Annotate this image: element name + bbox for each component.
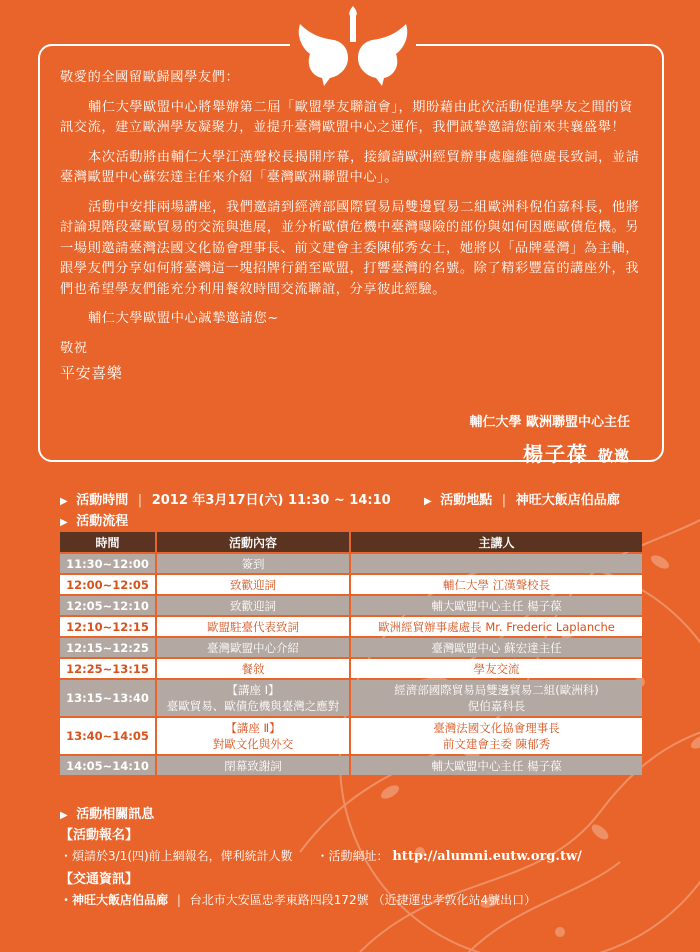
row-speaker [349, 554, 642, 573]
row-speaker-org: 臺灣法國文化協會理事長 [433, 721, 560, 735]
table-row [60, 638, 642, 657]
signature-block [469, 411, 630, 467]
signature-suffix: 敬邀 [597, 447, 630, 465]
table-row [60, 680, 642, 716]
header-topic: 活動內容 [155, 532, 349, 552]
row-time: 14:05~14:10 [60, 756, 155, 775]
row-speaker: 輔仁大學 江漢聲校長 [349, 575, 642, 594]
row-topic: 致歡迎詞 [155, 596, 349, 615]
signup-url-label: ・活動網址： [316, 849, 389, 863]
signup-section [60, 824, 582, 864]
row-topic [155, 718, 349, 754]
transport-place: ・神旺大飯店伯品廊 [60, 893, 169, 907]
greeting: 敬愛的全國留歐歸國學友們： [60, 70, 240, 85]
table-row [60, 756, 642, 775]
paragraph-2: 本次活動將由輔仁大學江漢聲校長揭開序幕，接續請歐洲經貿辦事處龐維德處長致詞，並請臺灣歐盟中心蘇宏達主任來介紹「臺灣歐洲聯盟中心」。 [60, 149, 640, 185]
event-flow [60, 510, 128, 529]
row-topic-subtitle: 對歐文化與外交 [212, 737, 294, 751]
table-row [60, 575, 642, 594]
header-time: 時間 [60, 532, 155, 552]
transport-line [60, 891, 536, 908]
signup-url-link[interactable]: http://alumni.eutw.org.tw/ [392, 849, 582, 864]
row-speaker-name: 前文建會主委 陳郁秀 [442, 737, 551, 751]
transport-section [60, 868, 536, 908]
event-time [60, 489, 391, 508]
event-time-value: 2012 年3月17日(六) 11:30 ~ 14:10 [151, 493, 391, 508]
row-topic: 臺灣歐盟中心介紹 [155, 638, 349, 657]
signup-line [60, 847, 582, 864]
schedule-table [60, 530, 642, 777]
signup-text: ・煩請於3/1(四)前上網報名，俾利統計人數 [60, 849, 293, 863]
row-time: 11:30~12:00 [60, 554, 155, 573]
divider: | [176, 893, 181, 907]
invitation-letter [60, 68, 646, 384]
signature-name [469, 438, 630, 467]
table-row [60, 554, 642, 573]
row-speaker-org: 經濟部國際貿易局雙邊貿易二組(歐洲科) [394, 683, 599, 697]
event-place-value: 神旺大飯店伯品廊 [515, 493, 620, 508]
transport-title: 【交通資訊】 [60, 872, 139, 887]
related-label: 活動相關訊息 [76, 807, 155, 822]
row-topic: 簽到 [155, 554, 349, 573]
table-row [60, 596, 642, 615]
row-time: 13:15~13:40 [60, 680, 155, 716]
row-speaker: 歐洲經貿辦事處處長 Mr. Frederic Laplanche [349, 617, 642, 636]
row-time: 13:40~14:05 [60, 718, 155, 754]
row-speaker [349, 718, 642, 754]
row-speaker: 輔大歐盟中心主任 楊子葆 [349, 756, 642, 775]
event-place [424, 489, 620, 508]
row-topic-subtitle: 臺歐貿易、歐債危機與臺灣之應對 [166, 699, 340, 713]
row-topic [155, 680, 349, 716]
triangle-right-icon: ▶ [60, 517, 68, 528]
row-topic: 致歡迎詞 [155, 575, 349, 594]
signup-title: 【活動報名】 [60, 828, 139, 843]
row-topic: 歐盟駐臺代表致詞 [155, 617, 349, 636]
row-speaker: 臺灣歐盟中心 蘇宏達主任 [349, 638, 642, 657]
closing-1: 敬祝 [60, 340, 88, 356]
row-topic: 閉幕致謝詞 [155, 756, 349, 775]
row-topic-title: 【講座 Ⅰ】 [226, 683, 280, 697]
row-speaker: 輔大歐盟中心主任 楊子葆 [349, 596, 642, 615]
triangle-right-icon: ▶ [424, 496, 432, 507]
table-row [60, 617, 642, 636]
signature-title: 輔仁大學 歐洲聯盟中心主任 [469, 415, 630, 430]
closing-2: 平安喜樂 [60, 364, 123, 382]
row-speaker: 學友交流 [349, 659, 642, 678]
signature-person: 楊子葆 [523, 442, 590, 466]
schedule-header-row [60, 532, 642, 552]
row-time: 12:10~12:15 [60, 617, 155, 636]
row-topic: 餐敘 [155, 659, 349, 678]
related-info [60, 803, 154, 822]
row-time: 12:05~12:10 [60, 596, 155, 615]
event-time-label: 活動時間 [76, 493, 129, 508]
table-row [60, 659, 642, 678]
paragraph-3: 活動中安排兩場講座，我們邀請到經濟部國際貿易局雙邊貿易二組歐洲科倪伯嘉科長，他將討論現階段臺歐貿易的交流與進展，並分析歐債危機中臺灣曝險的部份與如何因應歐債危機。另一場則邀請臺灣法國文化協會理事長、前文建會主委陳郁秀女士，她將以「品牌臺灣」為主軸，跟學友們分享如何將臺灣這一塊招牌行銷至歐盟，打響臺灣的名號。除了精彩豐富的講座外，我們也希望學友們能充分利用餐敘時間交流聯誼，分享彼此經驗。 [60, 199, 640, 297]
header-speaker: 主講人 [349, 532, 642, 552]
table-row [60, 718, 642, 754]
paragraph-4: 輔仁大學歐盟中心誠摯邀請您~ [88, 311, 279, 326]
row-speaker-name: 倪伯嘉科長 [467, 699, 526, 713]
triangle-right-icon: ▶ [60, 496, 68, 507]
row-time: 12:15~12:25 [60, 638, 155, 657]
row-time: 12:25~13:15 [60, 659, 155, 678]
divider: | [137, 493, 143, 508]
triangle-right-icon: ▶ [60, 810, 68, 821]
event-flow-label: 活動流程 [76, 514, 129, 529]
paragraph-1: 輔仁大學歐盟中心將舉辦第二屆「歐盟學友聯誼會」，期盼藉由此次活動促進學友之間的資訊交流，建立歐洲學友凝聚力，並提升臺灣歐盟中心之運作，我們誠摯邀請您前來共襄盛舉！ [60, 99, 633, 135]
row-time: 12:00~12:05 [60, 575, 155, 594]
event-place-label: 活動地點 [440, 493, 493, 508]
row-speaker [349, 680, 642, 716]
divider: | [501, 493, 507, 508]
transport-address: 台北市大安區忠孝東路四段172號 （近捷運忠孝敦化站4號出口） [189, 893, 537, 907]
row-topic-title: 【講座 Ⅱ】 [225, 721, 281, 735]
